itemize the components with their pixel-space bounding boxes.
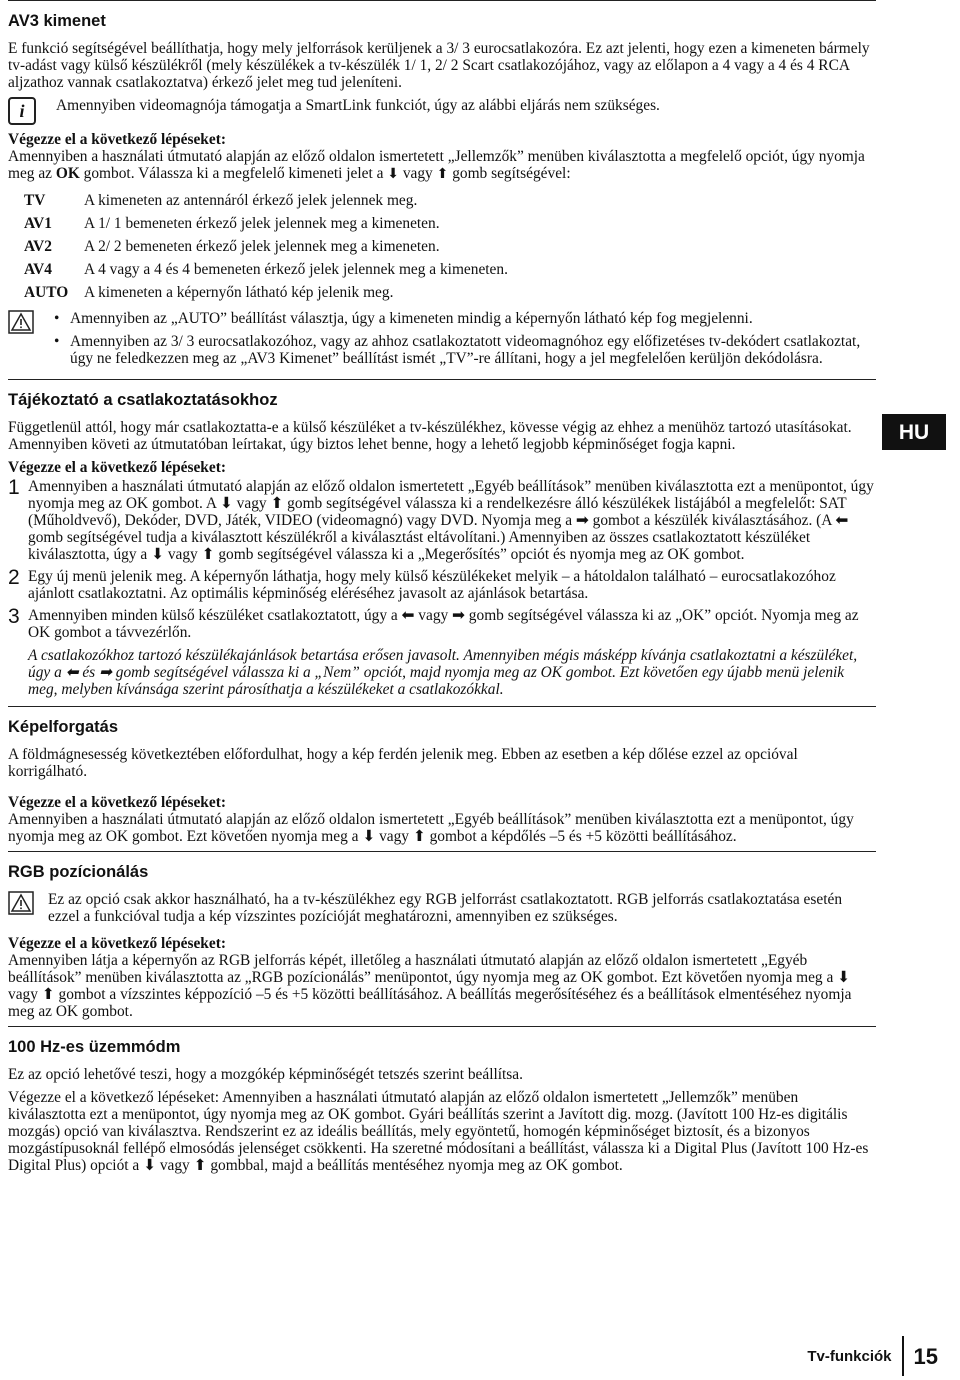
table-row: TV A kimeneten az antennáról érkező jelek jelennek meg. [24,192,418,209]
warning-list [48,310,876,373]
rotation-steps-head: Végezze el a következő lépéseket: [8,794,226,811]
table-row: AV2 A 2/ 2 bemeneten érkező jelek jelennek meg a kimeneten. [24,238,440,255]
section-rule [8,851,876,852]
arrow-down-icon: ⬇ [387,166,399,182]
table-row: AUTO A kimeneten a képernyőn látható kép jelenik meg. [24,284,394,301]
section-rule [8,1026,876,1027]
rotation-intro: A földmágnesesség következtében előfordulhat, hogy a kép ferdén jelenik meg. Ebben az esetben a kép dőlése ezzel az opcióval korrigálható. [8,746,798,780]
warning-icon [8,891,34,915]
step-2: 2 Egy új menü jelenik meg. A képernyőn láthatja, hogy mely külső készülékeket melyik – a hátoldalon található – eurocsatlakozóhoz ajánlott csatlakoztatni. Az optimális képminőség eléréséhez javasolt az ajánlások betartása. [8,566,836,602]
info-italic-note: A csatlakozókhoz tartozó készülékajánlások betartása erősen javasolt. Amennyiben mégis másképp kívánja csatlakoztatni a készüléket, úgy a ⬅ és ➡ gomb segítségével válassza ki a „Nem” opciót, majd nyomja meg az OK gombot. Ezt követően egy újabb menü jelenik meg, melyben kívánsága szerint párosíthatja a készülékeket a csatlakozókkal. [28,647,858,698]
info-intro: Függetlenül attól, hogy már csatlakoztatta-e a külső készüléket a tv-készülékhez, kövesse végig az ehhez a menühöz tartozó utasításokat. Amennyiben követi az útmutatóban leírtakat, úgy biztos lehet benne, hogy a lehető legjobb képminőséget fogja kapni. [8,419,852,453]
rotation-text: Amennyiben a használati útmutató alapján az előző oldalon ismertetett „Egyéb beállítások” menüben kiválasztotta ezt a menüpontot, úgy nyomja meg az OK gombot. Ezt követően nyomja meg a ⬇ vagy ⬆ gombot a képdőlés –5 és +5 közötti beállításához. [8,811,854,845]
page-content [8,0,876,1180]
section-rule [8,379,876,380]
list-item: • Amennyiben az 3/ 3 eurocsatlakozóhoz, vagy az ahhoz csatlakoztatott videomagnóhoz egy előfizetéses tv-dekódert csatlakoztat, úgy ne feledkezzen meg az „AV3 Kimenet” beállítást ismét „TV”-re állítani, hogy a jel megfelelően kerüljön dekódolásra. [48,333,876,367]
rgb-warning-text: Ez az opció csak akkor használható, ha a tv-készülékhez egy RGB jelforrást csatlakoztatott. RGB jelforrás csatlakoztatása esetén ezzel a funkcióval tudja a kép vízszintes pozícióját meghatározni, amennyiben ez szükséges. [48,891,843,925]
output-options-table [24,191,508,306]
av3-steps-text: Amennyiben a használati útmutató alapján az előző oldalon ismertetett „Jellemzők” menüben kiválasztotta a megfelelő opciót, úgy nyomja meg az OK gombot. Válassza ki a megfelelő kimeneti jelet a ⬇ vagy ⬆ gomb segítségével: [8,148,865,182]
section-title-rgb: RGB pozícionálás [8,863,149,881]
top-rule [8,0,876,1]
list-item: • Amennyiben az „AUTO” beállítást választja, úgy a kimeneten mindig a képernyőn látható kép fog megjelenni. [48,310,876,327]
step-3: 3 Amennyiben minden külső készüléket csatlakoztatott, úgy a ⬅ vagy ➡ gomb segítségével válassza ki az „OK” opciót. Nyomja meg az OK gombot a távvezérlőn. [8,605,859,641]
rgb-warning [8,891,876,925]
hz100-text: Végezze el a következő lépéseket: Amennyiben a használati útmutató alapján az előző oldalon ismertetett „Jellemzők” menüben kiválasztotta ezt a menüpontot, úgy nyomja meg az OK gombot. Gyári beállítás szerint a Javított dig. mozg. (Javított 100 Hz-es digitális mozgás) opció van kiválasztva. Rendszerint ez az ideális beállítás, mely egyöntetű, homogén képminőséget biztosít, és a bizonyos mozgástípusoknál fellépő elmosódás jelenséget csökkenti. Ha szeretné módosítani a beállítást, válassza ki a Digital Plus (Javított 100 Hz-es Digital Plus) opciót a ⬇ vagy ⬆ gombbal, majd a beállítás mentéséhez nyomja meg az OK gombot. [8,1089,869,1174]
av3-note-text: Amennyiben videomagnója támogatja a SmartLink funkciót, úgy az alábbi eljárás nem szükséges. [56,97,660,114]
hz100-intro: Ez az opció lehetővé teszi, hogy a mozgókép képminőségét tetszés szerint beállítsa. [8,1066,523,1083]
section-rule [8,706,876,707]
step-number: 3 [8,605,20,628]
av3-note [8,97,876,125]
footer-divider [902,1336,904,1376]
page-footer [807,1336,938,1376]
av3-intro: E funkció segítségével beállíthatja, hogy mely jelforrások kerüljenek a 3/ 3 eurocsatlakozóra. Ez azt jelenti, hogy ezen a kimeneten bármely tv-adást vagy külső készülékről (mely készülékek a tv-készülék 1/ 1, 2/ 2 Scart csatlakozójához, vagy az előlapon a 4 vagy a 4 és 4 RCA aljzathoz vannak csatlakoztatva) érkező jelet meg tud jeleníteni. [8,40,870,91]
footer-section-label: Tv-funkciók [807,1347,892,1365]
step-number: 2 [8,566,20,589]
page-number: 15 [913,1343,938,1369]
language-tab: HU [882,414,946,450]
info-steps-head: Végezze el a következő lépéseket: [8,459,226,476]
table-row: AV4 A 4 vagy a 4 és 4 bemeneten érkező jelek jelennek meg a kimeneten. [24,261,508,278]
section-title-100hz: 100 Hz-es üzemmódm [8,1038,181,1056]
av3-steps-head: Végezze el a következő lépéseket: [8,131,226,148]
info-icon: i [8,97,36,125]
table-row: AV1 A 1/ 1 bemeneten érkező jelek jelennek meg a kimeneten. [24,215,440,232]
rgb-text: Amennyiben látja a képernyőn az RGB jelforrás képét, illetőleg a használati útmutató alapján az előző oldalon ismertetett „Egyéb beállítások” menüben kiválasztotta az „RGB pozícionálás” menüpontot, úgy nyomja meg az OK gombot. Ezt követően nyomja meg a ⬇ vagy ⬆ gombot a vízszintes képpozíció –5 és +5 közötti beállításához. A beállítás megerősítéséhez és a beállítások elmentéséhez nyomja meg az OK gombot. [8,952,852,1020]
arrow-up-icon: ⬆ [436,166,449,182]
step-number: 1 [8,476,20,499]
section-title-av3: AV3 kimenet [8,12,106,30]
section-title-rotation: Képelforgatás [8,718,119,736]
rgb-steps-head: Végezze el a következő lépéseket: [8,935,226,952]
av3-warnings [8,310,876,373]
section-title-info: Tájékoztató a csatlakoztatásokhoz [8,391,278,409]
step-1: 1 Amennyiben a használati útmutató alapján az előző oldalon ismertetett „Egyéb beállítások” menüben kiválasztotta ezt a menüpontot, úgy nyomja meg az OK gombot. A ⬇ vagy ⬆ gomb segítségével válassza ki a rendelkezésre álló készülékek listájából a megfelelőt: SAT (Műholdvevő), Dekóder, DVD, Játék, VIDEO (videomagnó) vagy DVD. Nyomja meg a ➡ gombot a készülék kiválasztásához. (A ⬅ gomb segítségével tudja a kiválasztott készülékről a kiválasztást eltávolítani.) Amennyiben az összes csatlakoztatott készüléket kiválasztotta, úgy a ⬇ vagy ⬆ gomb segítségével válassza ki a „Megerősítés” opciót és nyomja meg az OK gombot. [8,476,874,563]
warning-icon [8,310,34,334]
